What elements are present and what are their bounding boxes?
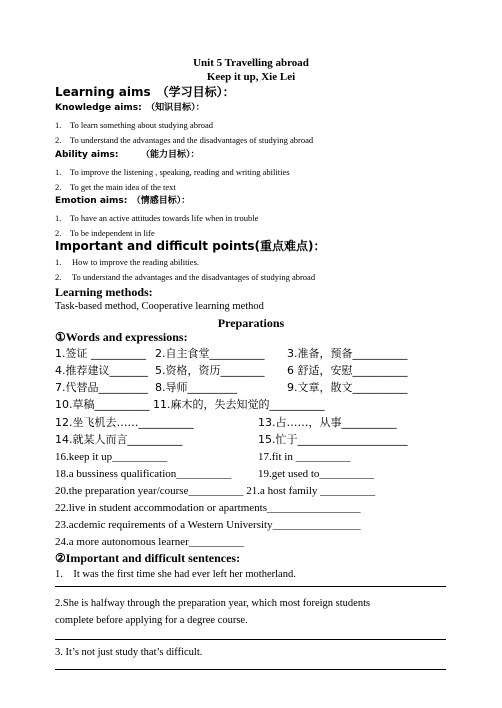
ability-aim-item: 2. To get the main idea of the text	[55, 182, 176, 192]
emotion-aims-label: Emotion aims: （情感目标）：	[55, 196, 191, 206]
vocab-item: 1.签证 __________	[55, 347, 146, 360]
vocab-item: 14.就某人而言__________	[55, 433, 183, 446]
sentence-item: 3. It’s not just study that’s difficult.	[55, 647, 203, 658]
sentence-item: 1. It was the first time she had ever left her motherland.	[55, 569, 296, 580]
sentences-heading: ②Important and difficult sentences:	[55, 551, 241, 565]
important-point-item: 1. How to improve the reading abilities.	[55, 257, 199, 267]
learning-methods-text: Task-based method, Cooperative learning method	[55, 301, 264, 312]
vocab-item: 23.acdemic requirements of a Western University________________	[55, 519, 361, 531]
vocab-item: 24.a more autonomous learner__________	[55, 536, 244, 548]
unit-title: Unit 5 Travelling abroad	[193, 57, 309, 69]
learning-aims-heading: Learning aims （学习目标）：	[55, 85, 235, 99]
knowledge-aim-item: 2. To understand the advantages and the disadvantages of studying abroad	[55, 135, 314, 145]
vocab-item: 9.文章，散文__________	[287, 381, 408, 394]
ability-aims-label: Ability aims: （能力目标）：	[55, 150, 200, 160]
vocab-item: 5.资格，资历________	[155, 364, 265, 377]
vocab-item: 3.准备，预备__________	[287, 347, 408, 360]
vocab-item: 18.a bussiness qualification__________	[55, 468, 232, 480]
words-heading: ①Words and expressions:	[55, 330, 188, 344]
important-point-item: 2. To understand the advantages and the disadvantages of studying abroad	[55, 272, 316, 282]
vocab-item: 2.自主食堂__________	[155, 347, 265, 360]
sentence-item: 2.She is halfway through the preparation year, which most foreign students	[55, 598, 371, 609]
vocab-item: 4.推荐建议_______	[55, 364, 148, 377]
vocab-item: 16.keep it up__________	[55, 451, 168, 463]
vocab-item: 10.草稿__________ 11.麻木的，失去知觉的__________	[55, 398, 325, 411]
lesson-subtitle: Keep it up, Xie Lei	[206, 71, 296, 83]
answer-line	[55, 586, 446, 587]
vocab-item: 15.忙于____________________	[258, 433, 408, 446]
vocab-item: 13.占……，从事__________	[258, 416, 397, 429]
vocab-item: 20.the preparation year/course__________ 21.a host family __________	[55, 485, 376, 497]
learning-methods-heading: Learning methods:	[55, 285, 153, 299]
emotion-aim-item: 2. To be independent in life	[55, 228, 155, 238]
vocab-item: 7.代替品_________	[55, 381, 148, 394]
answer-line	[55, 639, 446, 640]
ability-aim-item: 1. To improve the listening , speaking, reading and writing abilities	[55, 167, 290, 177]
vocab-item: 12.坐飞机去……__________	[55, 416, 194, 429]
emotion-aim-item: 1. To have an active attitudes towards life when in trouble	[55, 213, 259, 223]
vocab-item: 8.导师_________	[155, 381, 237, 394]
sentence-item: complete before applying for a degree course.	[55, 615, 248, 626]
vocab-item: 19.get used to__________	[258, 468, 375, 480]
knowledge-aims-label: Knowledge aims: （知识目标）：	[55, 103, 205, 113]
vocab-item: 17.fit in __________	[258, 451, 351, 463]
important-points-heading: Important and difficult points(重点难点)：	[55, 239, 326, 253]
vocab-item: 22.live in student accommodation or apartments_________________	[55, 502, 361, 514]
preparations-heading: Preparations	[217, 316, 285, 330]
knowledge-aim-item: 1. To learn something about studying abroad	[55, 120, 214, 130]
answer-line	[55, 669, 446, 670]
vocab-item: 6 舒适，安慰__________	[287, 364, 408, 377]
